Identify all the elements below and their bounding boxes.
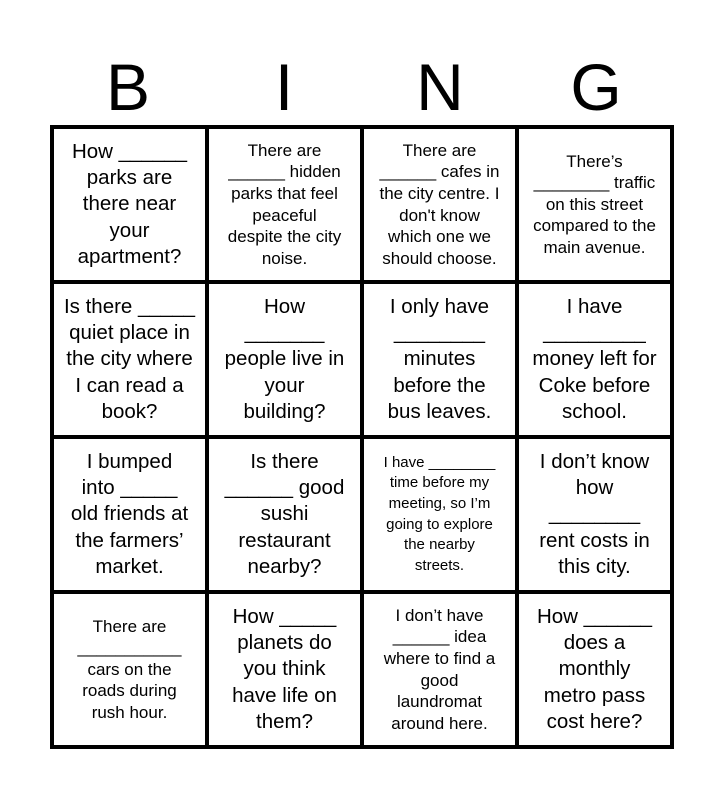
bingo-cell[interactable]: [519, 594, 670, 745]
header-letter-b: B: [105, 50, 151, 124]
bingo-cell[interactable]: [364, 439, 515, 590]
cell-text: I have _________ money left for Coke before school.: [532, 294, 657, 423]
cell-text: There are ___________ cars on the roads during rush hour.: [77, 616, 182, 722]
header-letter-i: I: [274, 50, 294, 124]
bingo-cell[interactable]: [364, 284, 515, 435]
bingo-cell[interactable]: [209, 129, 360, 280]
bingo-header: [50, 52, 674, 122]
bingo-cell[interactable]: [364, 129, 515, 280]
cell-text: There are ______ hidden parks that feel peaceful despite the city noise.: [227, 140, 342, 268]
bingo-cell[interactable]: [209, 284, 360, 435]
bingo-cell[interactable]: [209, 594, 360, 745]
bingo-cell[interactable]: [519, 284, 670, 435]
cell-text: How _______ people live in your building?: [224, 294, 345, 423]
bingo-cell[interactable]: [54, 594, 205, 745]
bingo-cell[interactable]: [209, 439, 360, 590]
bingo-cell[interactable]: [54, 284, 205, 435]
bingo-cell[interactable]: [54, 129, 205, 280]
cell-text: Is there ______ good sushi restaurant nearby?: [224, 449, 345, 578]
cell-text: There’s ________ traffic on this street compared to the main avenue.: [533, 151, 656, 257]
cell-text: I don’t know how ________ rent costs in this city.: [539, 449, 650, 578]
bingo-cell[interactable]: [364, 594, 515, 745]
bingo-cell[interactable]: [519, 439, 670, 590]
cell-text: I have ________ time before my meeting, so I’m going to explore the nearby streets.: [383, 453, 496, 574]
header-letter-n: N: [416, 50, 464, 124]
cell-text: I only have ________ minutes before the bus leaves.: [387, 294, 492, 423]
cell-text: I don’t have ______ idea where to find a good laundromat around here.: [383, 605, 496, 733]
cell-text: How ______ parks are there near your apartment?: [71, 139, 188, 268]
cell-text: How _____ planets do you think have life on them?: [232, 604, 337, 733]
cell-text: Is there _____ quiet place in the city where I can read a book?: [63, 294, 196, 423]
cell-text: I bumped into _____ old friends at the farmers’ market.: [70, 449, 189, 578]
cell-text: How ______ does a monthly metro pass cost here?: [536, 604, 653, 733]
cell-text: There are ______ cafes in the city centre. I don't know which one we should choose.: [379, 140, 500, 268]
bingo-cell[interactable]: [519, 129, 670, 280]
header-letter-g: G: [570, 50, 622, 124]
bingo-cell[interactable]: [54, 439, 205, 590]
bingo-grid: [50, 125, 674, 749]
